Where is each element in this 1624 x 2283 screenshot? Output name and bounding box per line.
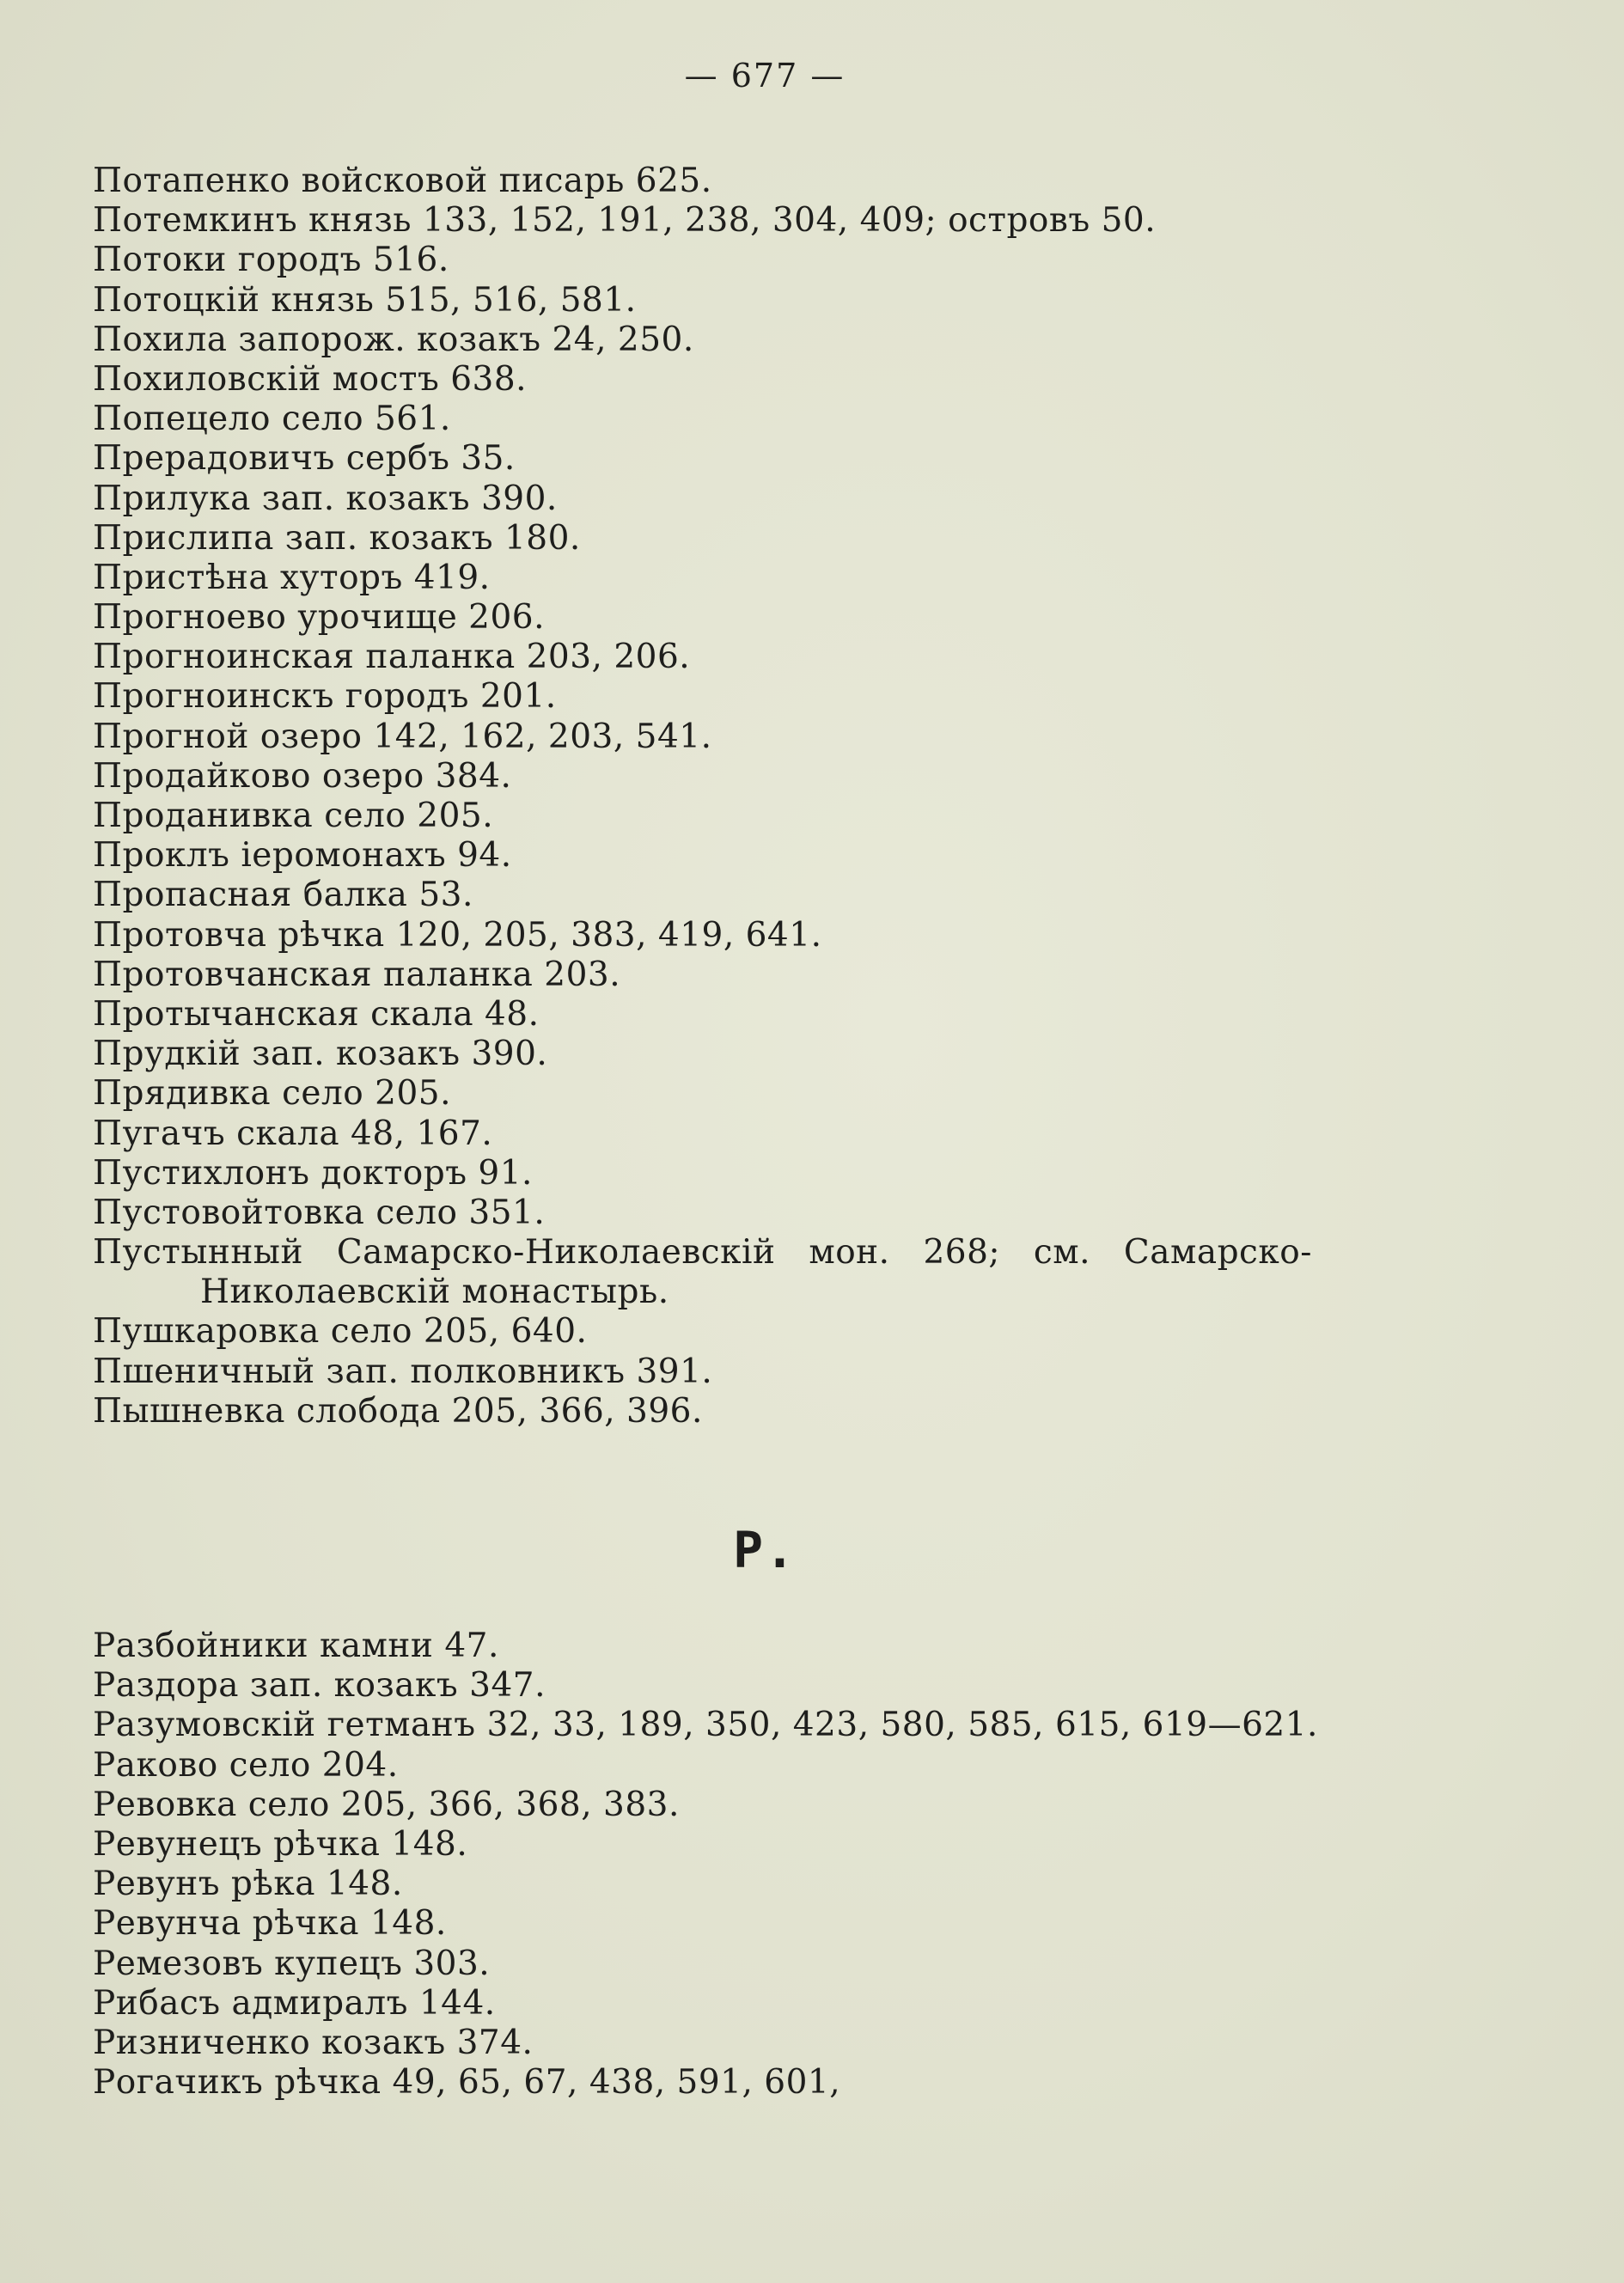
index-entry: Продайково озеро 384. [93, 756, 512, 796]
index-entry: Пустовойтовка село 351. [93, 1193, 546, 1232]
index-entry: Пышневка слобода 205, 366, 396. [93, 1391, 703, 1431]
index-entry: Прогноинская паланка 203, 206. [93, 638, 691, 677]
index-section-p [93, 162, 1468, 1431]
index-entry: Ревунча рѣчка 148. [93, 1904, 447, 1944]
index-entry: Прилука зап. козакъ 390. [93, 479, 558, 518]
index-entry: Прогной озеро 142, 162, 203, 541. [93, 717, 712, 756]
index-entry: Попецело село 561. [93, 400, 451, 439]
section-heading-r: Р. [733, 1521, 797, 1579]
index-entry: Рибасъ адмиралъ 144. [93, 1983, 496, 2023]
index-entry: Протычанская скала 48. [93, 994, 540, 1034]
index-entry: Ревунъ рѣка 148. [93, 1865, 403, 1904]
index-entry: Пристѣна хуторъ 419. [93, 558, 491, 597]
index-entry: Раково село 204. [93, 1745, 399, 1785]
index-entry: Потоцкій князь 515, 516, 581. [93, 280, 637, 320]
index-entry: Пустихлонъ докторъ 91. [93, 1153, 533, 1193]
index-entry-wrapped: Пустынный Самарско-Николаевскій мон. 268; см. Самарско- [93, 1233, 1312, 1273]
index-entry: Разбойники камни 47. [93, 1627, 499, 1665]
index-entry: Прислипа зап. козакъ 180. [93, 518, 581, 558]
index-entry: Пшеничный зап. полковникъ 391. [93, 1352, 713, 1391]
index-entry: Пугачъ скала 48, 167. [93, 1114, 493, 1153]
index-entry: Раздора зап. козакъ 347. [93, 1666, 546, 1706]
index-entry: Пропасная балка 53. [93, 876, 473, 915]
index-entry: Проданивка село 205. [93, 797, 494, 835]
index-entry: Потоки городъ 516. [93, 241, 449, 280]
index-entry: Протовча рѣчка 120, 205, 383, 419, 641. [93, 915, 822, 955]
index-entry: Рогачикъ рѣчка 49, 65, 67, 438, 591, 601, [93, 2063, 841, 2103]
index-entry: Прерадовичъ сербъ 35. [93, 439, 516, 479]
index-section-r [93, 1627, 1468, 2103]
index-entry: Потемкинъ князь 133, 152, 191, 238, 304, 409; островъ 50. [93, 201, 1157, 241]
page-number: — 677 — [684, 57, 846, 95]
index-entry: Похиловскій мостъ 638. [93, 359, 528, 399]
index-entry: Прогноинскъ городъ 201. [93, 677, 557, 717]
index-entry: Пушкаровка село 205, 640. [93, 1312, 588, 1352]
index-entry: Похила запорож. козакъ 24, 250. [93, 320, 694, 359]
index-entry: Прядивка село 205. [93, 1074, 451, 1114]
index-entry: Протовчанская паланка 203. [93, 955, 621, 994]
index-entry: Разумовскій гетманъ 32, 33, 189, 350, 423, 580, 585, 615, 619—621. [93, 1706, 1318, 1745]
index-entry: Прогноево урочище 206. [93, 598, 546, 638]
index-entry: Ризниченко козакъ 374. [93, 2023, 534, 2062]
index-entry: Проклъ іеромонахъ 94. [93, 836, 512, 876]
index-entry: Ревовка село 205, 366, 368, 383. [93, 1785, 680, 1824]
index-entry: Потапенко войсковой писарь 625. [93, 162, 712, 200]
index-entry: Ремезовъ купецъ 303. [93, 1944, 491, 1983]
index-entry-continuation: Николаевскій монастырь. [200, 1273, 669, 1312]
index-entry: Прудкій зап. козакъ 390. [93, 1035, 548, 1074]
index-entry: Ревунецъ рѣчка 148. [93, 1824, 468, 1864]
